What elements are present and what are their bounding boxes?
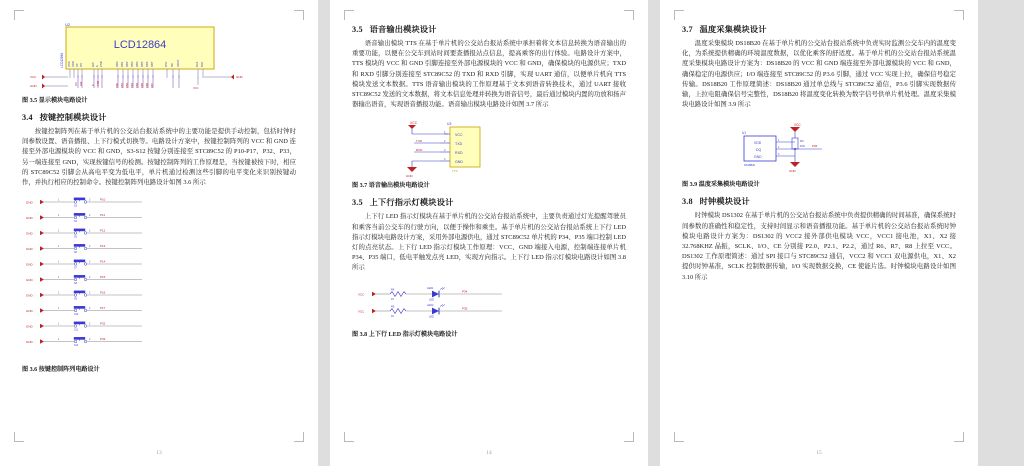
key-matrix-row [26,213,142,223]
switch-ref: S11 [74,328,79,332]
svg-text:2: 2 [89,245,91,249]
section-title: 语音输出模块设计 [369,25,437,34]
net-label-gnd: GND [26,324,33,329]
svg-text:1: 1 [778,139,780,143]
svg-text:2: 2 [89,214,91,218]
svg-text:DB4: DB4 [136,82,139,88]
svg-text:10K: 10K [800,144,805,149]
svg-text:1: 1 [58,245,60,249]
net-label-gnd: GND [26,247,33,252]
net-label-port: P13 [100,244,106,249]
lcd-part-label: LCD12864 [113,39,167,51]
switch-ref: S6 [74,251,77,255]
section-number: 3.5 [352,198,363,208]
svg-text:3: 3 [444,149,446,153]
document-page-14[interactable] [330,0,648,466]
svg-text:2: 2 [89,198,91,202]
switch-ref: S12 [74,344,79,348]
net-label-gnd: GND [26,293,33,298]
svg-text:1: 1 [58,229,60,233]
svg-text:P36: P36 [812,144,818,149]
svg-text:1: 1 [58,214,60,218]
led-ref: LED1 [427,286,434,290]
switch-ref: S7 [74,266,77,270]
svg-text:VCC: VCC [193,87,199,90]
key-matrix-row [26,306,142,316]
net-label-vcc: VCC [358,292,365,297]
svg-text:1: 1 [444,131,446,135]
svg-text:1: 1 [58,276,60,280]
svg-text:1: 1 [58,338,60,342]
net-label-gnd: GND [30,84,37,88]
page-gutter-1 [318,0,330,466]
svg-text:1: 1 [58,260,60,264]
section-heading-3-7 [682,24,956,35]
svg-text:DB4: DB4 [135,61,139,67]
section-number: 3.5 [352,25,363,34]
switch-ref: S3 [74,204,77,208]
figure-tts-voice-output-circuit [352,115,626,179]
svg-text:RXD: RXD [455,151,463,156]
svg-text:TXD: TXD [416,139,422,144]
figure-caption-3-7: 图 3.7 语音输出模块电路设计 [352,183,430,190]
svg-text:U3: U3 [447,122,452,127]
resistor-value: 1K [391,297,395,301]
section-title: 按键控制模块设计 [39,113,107,122]
crop-mark-bottom-left [344,432,354,442]
key-matrix-row [26,260,142,270]
svg-text:RST: RST [164,61,168,67]
section-heading-3-8 [682,196,956,207]
svg-text:2: 2 [89,338,91,342]
net-label-gnd: GND [26,309,33,314]
svg-text:4: 4 [444,158,446,162]
svg-text:VCC: VCC [410,121,418,126]
resistor-ref: R5 [391,305,395,309]
svg-text:2: 2 [89,307,91,311]
svg-text:2: 2 [89,276,91,280]
net-label-port: P35 [462,306,468,311]
key-matrix-row [26,337,142,347]
section-number: 3.8 [682,197,693,207]
svg-text:E: E [95,65,99,67]
svg-text:BLK: BLK [200,61,204,67]
switch-ref: S8 [74,282,77,286]
switch-ref: S10 [74,313,79,317]
svg-text:DB7: DB7 [151,82,154,88]
svg-text:DB3: DB3 [131,82,134,88]
led-indicator-row [358,285,502,301]
net-label-port: P11 [100,213,106,218]
document-page-15[interactable] [660,0,978,466]
led-ref: LED2 [427,303,434,307]
crop-mark-top-right [294,10,304,20]
key-matrix-row [26,244,142,254]
paragraph-3-8: 时钟模块 DS1302 在基于单片机的公交站台报站系统中负责提供精确的时间基准，确保系统时间参数的准确性和稳定性，支持时间显示和语音播报功能。基于单片机的公交站台报站系统时钟模块电路设计方案为：DS1302 的 VCC2 接外部供电模块 VCC，VCC1 接电池，X1、X2 接 32.768KHZ 晶振，SCLK、I/O、CE 分别接 P2.0、P2.1、P2.2，通过 R6、R7、R8 上拉至 VCC。DS1302 工作原理简述：通过 SPI 接口与 STC89C52 通信，VCC2 和 VCC1 双电源供电，X1、X2 提供时钟基准，SCLK 控制数据传输，I/O 实现数据交换，CE 使能片选。时钟模块电路设计如图 3.10 所示 [682,212,956,281]
svg-text:RS: RS [75,82,78,86]
net-label-vcc: VCC [358,309,365,314]
document-page-13[interactable] [0,0,318,466]
svg-text:DB1: DB1 [120,61,124,67]
net-label-vcc: VCC [30,75,37,79]
figure-caption-3-8: 图 3.8 上下行 LED 指示灯模块电路设计 [352,331,458,338]
page-number-13: 13 [156,450,162,456]
crop-mark-top-left [14,10,24,20]
key-matrix-row [26,198,142,208]
svg-text:RXD: RXD [416,148,423,153]
svg-text:VOUT: VOUT [176,59,180,67]
switch-ref: S9 [74,297,77,301]
figure-caption-3-5: 图 3.5 显示模块电路设计 [22,98,88,104]
svg-text:DB3: DB3 [130,61,134,67]
page-number-15: 15 [816,450,822,456]
crop-mark-bottom-right [624,432,634,442]
resistor-value: 1K [391,314,395,318]
section-title: 上下行指示灯模块设计 [369,198,454,208]
svg-text:1: 1 [58,198,60,202]
paragraph-3-5-voice: 语音输出模块 TTS 在基于单片机的公交站台报站系统中承担着将文本信息转换为语音输出的重要功能，以便在公交车到站时间要查播报站点信息，提高乘客的出行体验。电路设计方案中，TTS 模块的 VCC 和 GND 引脚连接至外部电源模块的 VCC 和 GND，确保模块的电源供应；TXD 和 RXD 引脚分别连接至 STC89C52 的 TXD 和 RXD 引脚，实现 UART 通信，以便单片机向 TTS 模块发送文本数据。TTS 语音输出模块的工作原理基于文本到语音转换技术，通过 UART 接收 STC89C52 发送的文本数据，将文本信息处理并转换为语音信号，最后通过模块内置的功放和扬声器输出语音，实现语音播报功能。语音输出模块电路设计如图 3.7 所示 [352,40,626,109]
svg-text:DB7: DB7 [150,61,154,67]
page-number-14: 14 [486,450,492,456]
svg-text:DS18B20: DS18B20 [744,164,756,168]
crop-mark-top-left [674,10,684,20]
net-label-gnd: GND [26,231,33,236]
svg-text:VDD: VDD [754,141,762,146]
svg-text:1: 1 [58,307,60,311]
net-label-port: P12 [100,228,106,233]
section-number: 3.7 [682,25,693,34]
resistor-ref: R4 [391,288,395,292]
svg-text:PSB: PSB [99,61,103,67]
section-heading-3-5-led [352,197,626,208]
paragraph-3-7: 温度采集模块 DS18B20 在基于单片机的公交站台报站系统中负责实时监测公交车内的温度变化，为系统提供精确的环境温度数据，以优化乘客的舒适度。基于单片机的公交站台报站系统温度采集模块电路设计方案为：DS18B20 的 VCC 和 GND 端连接至外部电源模块的 VCC 和 GND，确保稳定的电源供应；I/O 端连接至 STC89C52 的 P3.6 引脚，通过 VCC 实现上拉，确保信号稳定传输。DS18B20 工作原理简述：DS18B20 通过单总线与 STC89C52 通信，P3.6 引脚实现数据传输，上拉电阻确保信号完整性，DS18B20 将温度变化转换为数字信号供单片机处理。温度采集模块电路设计如图 3.9 所示 [682,40,956,109]
key-matrix-row [26,229,142,239]
svg-text:U2: U2 [65,22,71,27]
svg-text:2: 2 [89,260,91,264]
svg-text:DB5: DB5 [140,61,144,67]
crop-mark-top-left [344,10,354,20]
net-label-gnd: GND [26,262,33,267]
svg-text:1: 1 [58,322,60,326]
net-label-gnd-right: GND [236,75,243,79]
svg-text:PSB: PSB [97,80,100,86]
switch-ref: S5 [74,235,77,239]
figure-led-direction-indicator-circuit [352,280,626,328]
net-label-gnd: GND [26,340,33,345]
svg-text:DB2: DB2 [125,61,129,67]
net-label-port: P32 [100,321,106,326]
section-number: 3.4 [22,113,33,122]
net-label-port: P16 [100,290,106,295]
figure-caption-3-6: 图 3.6 按键控制阵列电路设计 [22,367,100,374]
svg-text:VSS: VSS [67,61,71,67]
key-matrix-row [26,291,142,301]
svg-text:DQ: DQ [756,148,762,153]
svg-text:RS: RS [79,63,83,67]
key-matrix-row [26,322,142,332]
svg-text:E: E [92,84,95,86]
svg-text:VCC: VCC [794,123,801,128]
svg-text:R3: R3 [800,139,804,144]
svg-text:DB6: DB6 [146,82,149,88]
paragraph-3-5-led: 上下行 LED 指示灯模块在基于单片机的公交站台报站系统中，主要负责通过灯光提醒驾驶员和乘客当前公交车的行驶方向，以便于操作和乘坐。基于单片机的公交站台报站系统上下行 LED 指示灯模块电路设计方案，采用外部电源供电，通过 STC89C52 单片机的 P34、P35 端口控制 LED 灯的点亮状态。上下行 LED 指示灯模块工作原理：VCC、GND 端接入电源，控制端连接单片机 P34、P35 端口，低电平触发点亮 LED，实现方向指示。上下行 LED 指示灯模块电路设计如图 3.8 所示 [352,213,626,272]
figure-key-matrix-circuit [22,194,296,364]
net-label-port: P15 [100,275,106,280]
net-label-port: P34 [462,289,468,294]
svg-text:GND: GND [789,169,796,174]
svg-text:VCC: VCC [455,133,463,138]
svg-text:V0: V0 [75,63,79,67]
net-label-gnd: GND [26,200,33,205]
svg-text:BLA: BLA [195,61,199,67]
svg-text:2: 2 [89,229,91,233]
figure-ds18b20-temperature-circuit [682,116,956,178]
svg-text:2: 2 [89,322,91,326]
paragraph-3-4: 按键控制阵列在基于单片机的公交站台报站系统中的主要功能是提供手动控制，包括时钟时间参数设置、语音播报、上下行模式切换等。电路设计方案中，按键控制阵列的 VCC 和 GND 连接至外部电源模块的 VCC 和 GND，S3-S12 按键分别连接至 STC89C52 的 P10-P17、P32、P33，另一端连接至 GND，实现按键信号的检测。按键控制阵列的工作原理是，当按键被按下时，相应的 STC89C52 引脚会从高电平变为低电平，单片机通过检测这些引脚的电平变化来识别按键动作，并执行相应的控制命令。按键控制阵列电路设计如图 3.6 所示 [22,128,296,187]
svg-text:1: 1 [58,291,60,295]
svg-text:LCD12864: LCD12864 [60,52,64,68]
section-heading-3-4 [22,112,296,123]
svg-text:RW: RW [91,62,95,67]
net-label-port: P17 [100,306,106,311]
svg-text:2: 2 [89,291,91,295]
svg-text:DB0: DB0 [116,82,119,88]
net-label-port: P10 [100,197,106,202]
switch-ref: S4 [74,220,77,224]
svg-text:2: 2 [778,146,780,150]
section-title: 温度采集模块设计 [699,25,767,34]
crop-mark-top-right [624,10,634,20]
net-label-port: P14 [100,259,106,264]
svg-text:3: 3 [778,153,780,157]
led-label: LED [429,315,435,319]
crop-mark-bottom-left [674,432,684,442]
svg-text:TXD: TXD [455,142,463,147]
svg-text:RW: RW [80,81,83,86]
figure-lcd12864-display-circuit [22,18,296,94]
svg-text:DB6: DB6 [145,61,149,67]
key-matrix-row [26,275,142,285]
svg-text:DB1: DB1 [121,82,124,88]
crop-mark-top-right [954,10,964,20]
crop-mark-bottom-right [294,432,304,442]
section-heading-3-5-voice [352,24,626,35]
crop-mark-bottom-left [14,432,24,442]
svg-text:TTS: TTS [452,169,458,174]
crop-mark-bottom-right [954,432,964,442]
svg-text:GND: GND [455,160,463,165]
svg-text:VDD: VDD [71,61,75,67]
figure-caption-3-9: 图 3.9 温度采集模块电路设计 [682,182,760,189]
net-label-gnd: GND [26,278,33,283]
page-gutter-2 [648,0,660,466]
net-label-port: P33 [100,337,106,342]
svg-text:NC: NC [170,62,174,67]
led-label: LED [429,298,435,302]
svg-text:DB0: DB0 [115,61,119,67]
svg-text:GND: GND [406,174,413,179]
section-title: 时钟模块设计 [699,197,750,207]
svg-text:GND: GND [754,155,762,160]
svg-text:DB2: DB2 [126,82,129,88]
svg-text:DB5: DB5 [141,82,144,88]
svg-text:2: 2 [444,140,446,144]
led-indicator-row [358,302,502,318]
net-label-gnd: GND [26,216,33,221]
svg-text:U1: U1 [742,131,747,136]
